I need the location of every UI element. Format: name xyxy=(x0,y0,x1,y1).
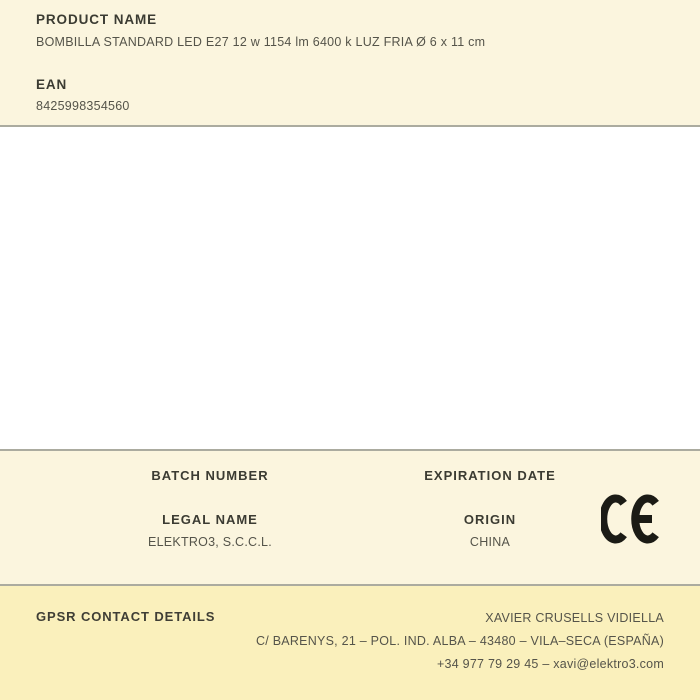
gpsr-contact-label: GPSR CONTACT DETAILS xyxy=(36,609,216,624)
product-name-label: PRODUCT NAME xyxy=(36,12,158,27)
contact-person: XAVIER CRUSELLS VIDIELLA xyxy=(485,611,664,625)
info-row-labels-2 xyxy=(70,483,630,527)
product-name-value: BOMBILLA STANDARD LED E27 12 w 1154 lm 6400 k LUZ FRIA Ø 6 x 11 cm xyxy=(36,35,486,49)
origin-label: ORIGIN xyxy=(463,512,517,527)
ce-mark-icon xyxy=(601,494,663,544)
contact-phone-email: +34 977 79 29 45 – xavi@elektro3.com xyxy=(436,657,664,671)
expiration-date-label: EXPIRATION DATE xyxy=(424,468,556,483)
ean-value: 8425998354560 xyxy=(36,99,130,113)
origin-value: CHINA xyxy=(469,535,511,549)
info-row-values xyxy=(70,527,630,549)
compliance-info-section xyxy=(0,451,700,586)
gpsr-contact-section xyxy=(0,586,700,700)
legal-name-label: LEGAL NAME xyxy=(162,512,258,527)
product-header-section xyxy=(0,0,700,127)
ean-label: EAN xyxy=(36,77,68,92)
product-image-area xyxy=(0,127,700,451)
legal-name-value: ELEKTRO3, S.C.C.L. xyxy=(148,535,272,549)
gpsr-contact-lines xyxy=(256,607,664,676)
contact-address: C/ BARENYS, 21 – POL. IND. ALBA – 43480 – VILA–SECA (ESPAÑA) xyxy=(255,634,664,648)
batch-number-label: BATCH NUMBER xyxy=(151,468,269,483)
info-row-labels-1 xyxy=(70,451,630,483)
